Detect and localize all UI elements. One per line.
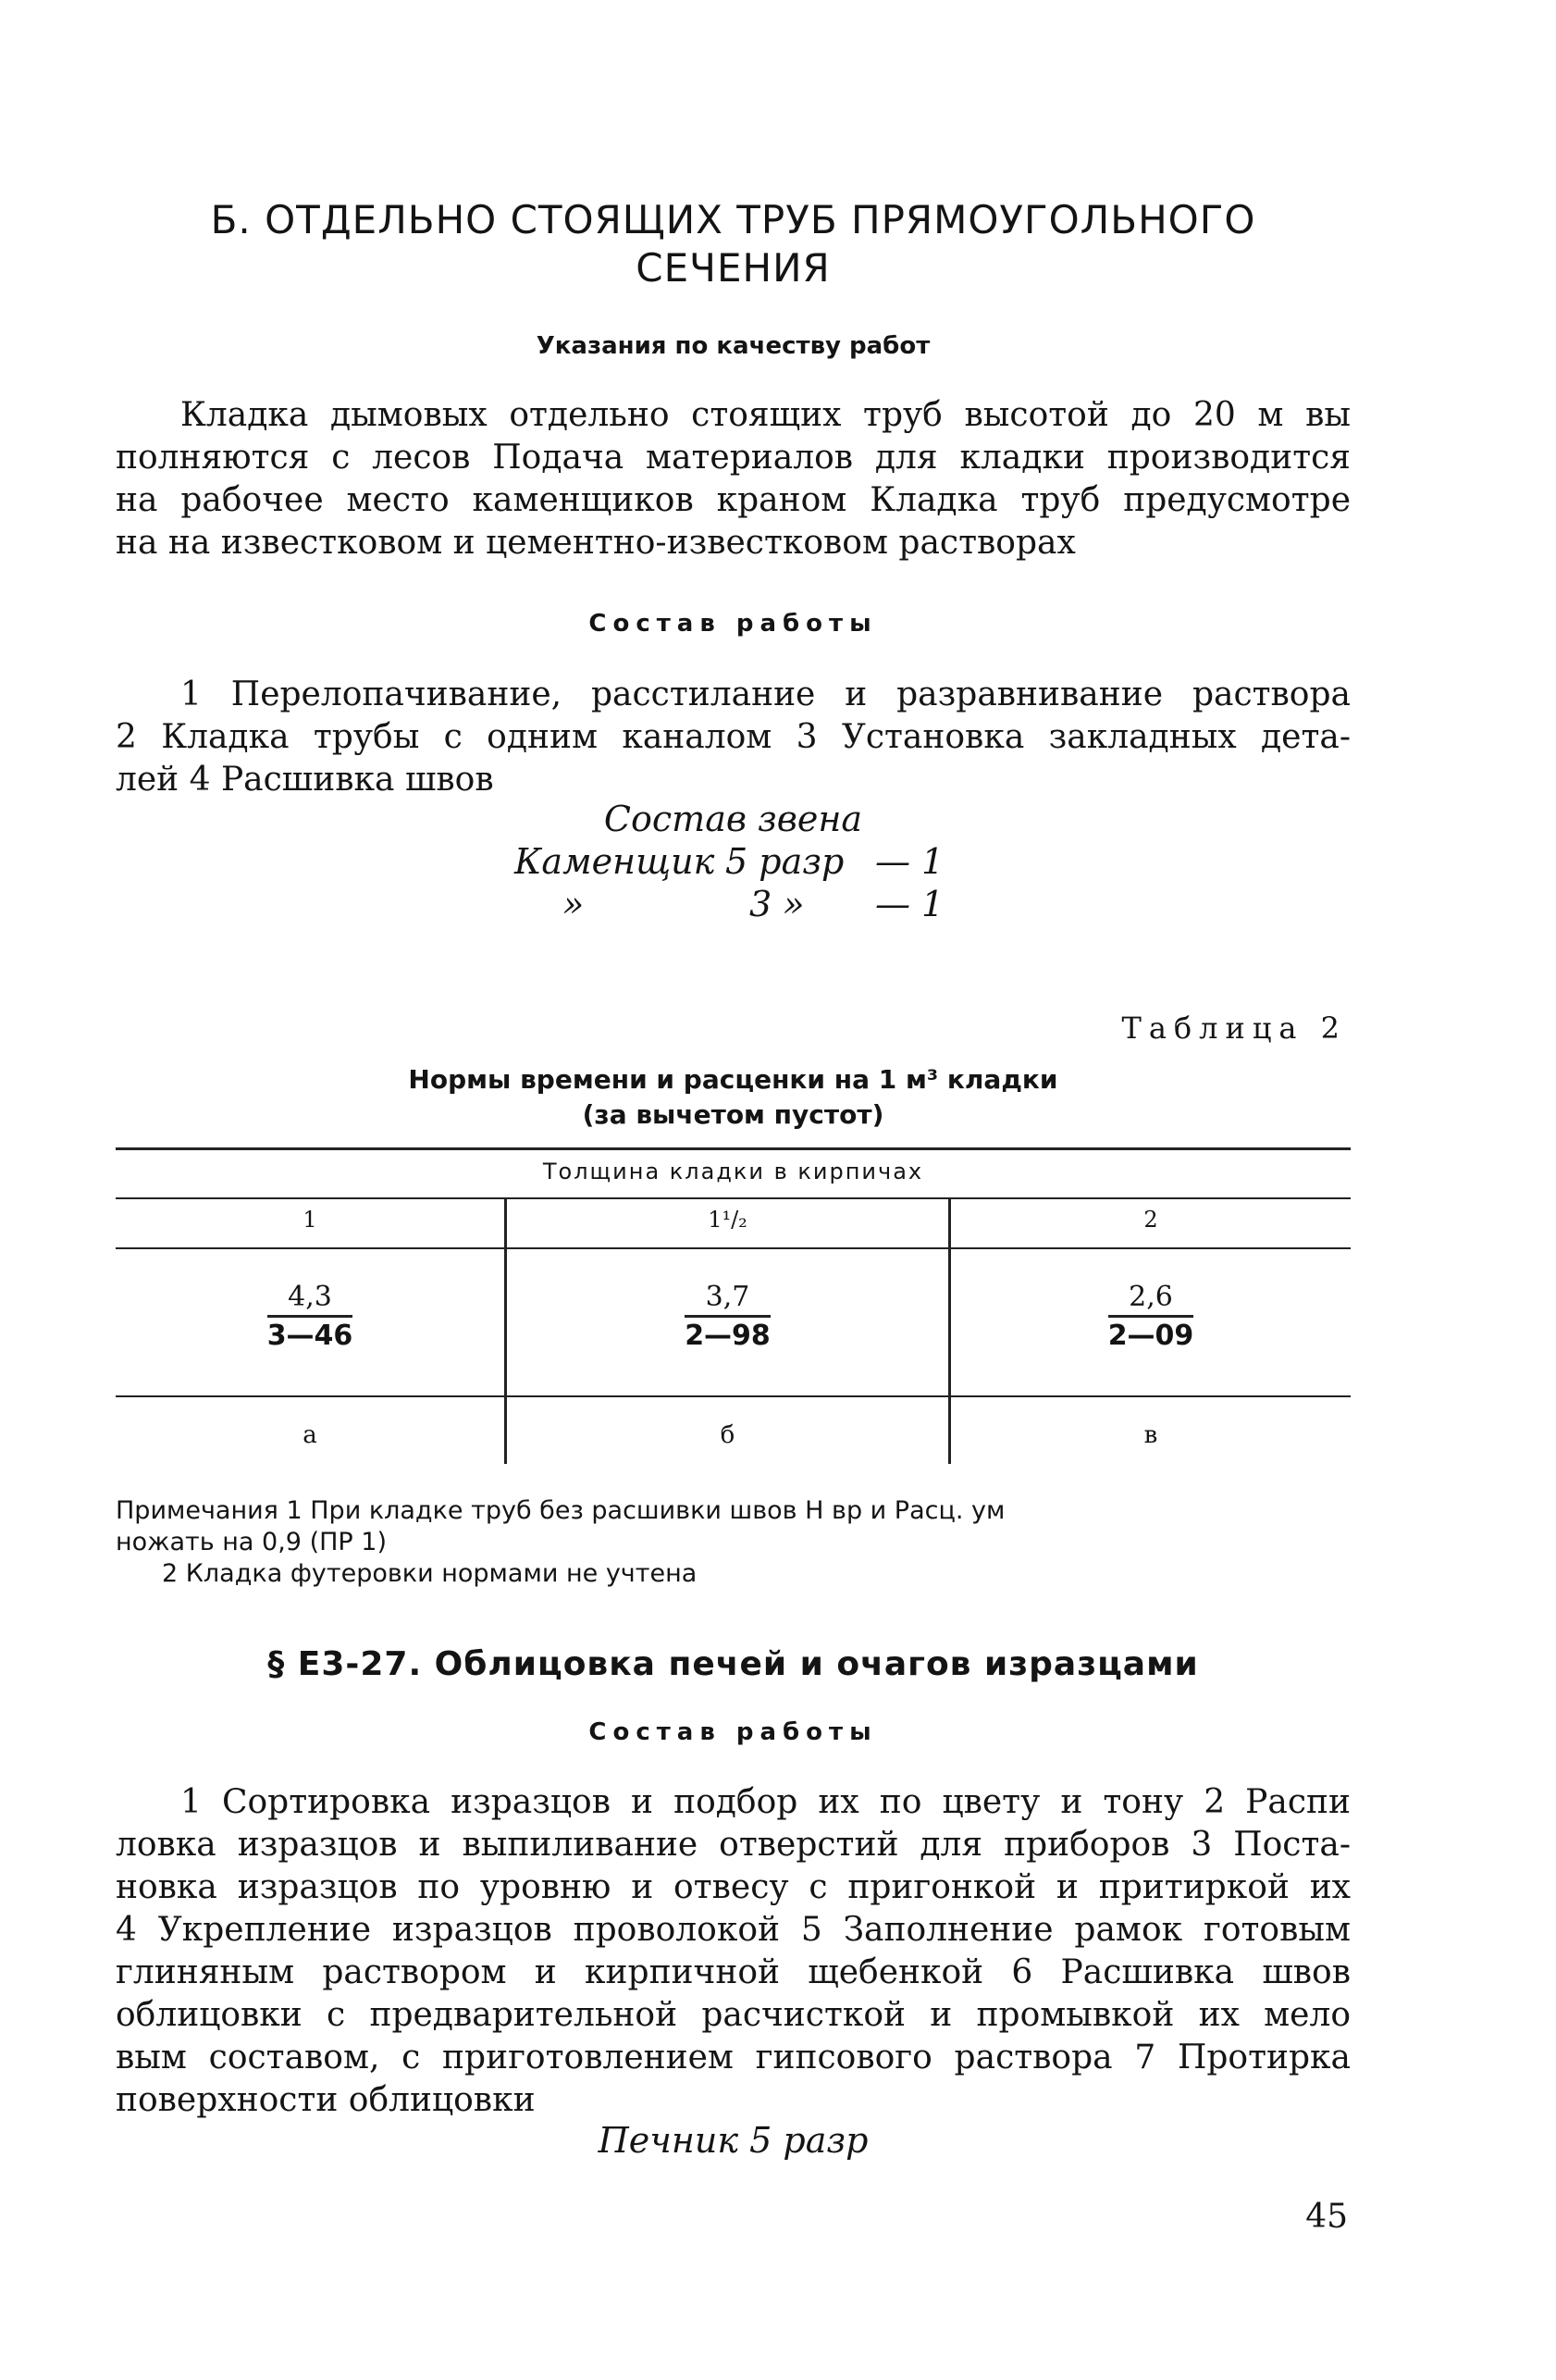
table-col-1-head: 1 [303, 1207, 317, 1233]
crew-heading: Состав звена [603, 799, 863, 839]
table-col-3-head: 2 [1143, 1207, 1158, 1233]
quality-line-2: полняются с лесов Подача материалов для кладки производится [116, 439, 1351, 477]
table-caption [111, 1062, 1355, 1133]
work2-line-2: ловка изразцов и выпиливание отверстий для приборов 3 Поста- [116, 1826, 1351, 1864]
table-cell-2 [507, 1281, 948, 1352]
table-caption-line-1: Нормы времени и расценки на 1 м³ кладки [408, 1064, 1058, 1095]
note-line-3: 2 Кладка футеровки нормами не учтена [162, 1559, 698, 1588]
quality-heading: Указания по качеству работ [536, 332, 931, 360]
work2-line-6: облицовки с предварительной расчисткой и промывкой их мело [116, 1996, 1351, 2034]
norm-fraction-1 [267, 1281, 353, 1352]
table-letter-3: в [1143, 1421, 1158, 1449]
table-group-header: Толщина кладки в кирпичах [542, 1159, 924, 1184]
work-paragraph-2 [116, 1781, 1351, 2122]
work-heading-2: Состав работы [588, 1718, 878, 1746]
section-title: § Е3-27. Облицовка печей и очагов изразцами [267, 1645, 1199, 1683]
quality-line-1: Кладка дымовых отдельно стоящих труб высотой до 20 м вы [180, 396, 1351, 434]
quality-paragraph [116, 394, 1351, 564]
crew-row-2-count: — 1 [875, 884, 945, 924]
table-rule-top [116, 1147, 1351, 1150]
table-letter-1: а [303, 1421, 317, 1449]
note-line-1: Примечания 1 При кладке труб без расшивки швов Н вр и Расц. ум [116, 1496, 1006, 1525]
norm-time-2: 3,7 [685, 1281, 771, 1318]
norm-price-3: 2—09 [1107, 1320, 1194, 1352]
note-line-2: ножать на 0,9 (ПР 1) [116, 1528, 387, 1556]
table-letter-2: б [720, 1421, 735, 1449]
crew-row-1-name: Каменщик [514, 841, 715, 882]
work-paragraph [116, 674, 1351, 801]
work2-line-5: глиняным раствором и кирпичной щебенкой 6 Расшивка швов [116, 1953, 1351, 1991]
page-title [111, 196, 1355, 292]
table-notes [116, 1495, 1351, 1590]
work-heading: Состав работы [588, 610, 878, 638]
work2-line-3: новка изразцов по уровню и отвесу с пригонкой и притиркой их [116, 1868, 1351, 1906]
table-caption-line-2: (за вычетом пустот) [582, 1099, 884, 1130]
table-cell-1 [116, 1281, 504, 1352]
work2-line-1: 1 Сортировка изразцов и подбор их по цвету и тону 2 Распи [180, 1783, 1351, 1821]
title-line-2: СЕЧЕНИЯ [636, 245, 831, 291]
norm-time-1: 4,3 [267, 1281, 353, 1318]
table-rule-head [116, 1247, 1351, 1249]
work2-line-8: поверхности облицовки [116, 2081, 536, 2119]
work-line-1: 1 Перелопачивание, расстилание и разравнивание раствора [180, 676, 1351, 713]
norm-time-3: 2,6 [1108, 1281, 1194, 1318]
norm-fraction-3 [1108, 1281, 1194, 1352]
work-line-2: 2 Кладка трубы с одним каналом 3 Установка закладных дета- [116, 718, 1351, 756]
table-cell-3 [951, 1281, 1351, 1352]
crew-row-2-grade: 3 » [749, 884, 805, 924]
crew-row-2-name: » [562, 884, 585, 924]
page-number: 45 [1305, 2198, 1348, 2236]
table-col-2-head: 1¹/₂ [708, 1207, 747, 1233]
crew-row-1-grade: 5 разр [725, 841, 845, 882]
crew-stove-maker: Печник 5 разр [598, 2120, 869, 2161]
quality-line-3: на рабочее место каменщиков краном Кладка труб предусмотре [116, 481, 1351, 519]
table-rule-group [116, 1197, 1351, 1199]
work2-line-4: 4 Укрепление изразцов проволокой 5 Заполнение рамок готовым [116, 1911, 1351, 1949]
table-label: Таблица 2 [1121, 1010, 1347, 1046]
norm-price-1: 3—46 [266, 1320, 353, 1352]
table-rule-body [116, 1395, 1351, 1397]
crew-row-1-count: — 1 [875, 841, 945, 882]
work2-line-7: вым составом, с приготовлением гипсового раствора 7 Протирка [116, 2039, 1351, 2076]
work-line-3: лей 4 Расшивка швов [116, 761, 494, 799]
norm-fraction-2 [685, 1281, 771, 1352]
title-line-1: Б. ОТДЕЛЬНО СТОЯЩИХ ТРУБ ПРЯМОУГОЛЬНОГО [210, 197, 1256, 242]
norm-price-2: 2—98 [685, 1320, 771, 1352]
quality-line-4: на на известковом и цементно-известковом растворах [116, 524, 1076, 562]
